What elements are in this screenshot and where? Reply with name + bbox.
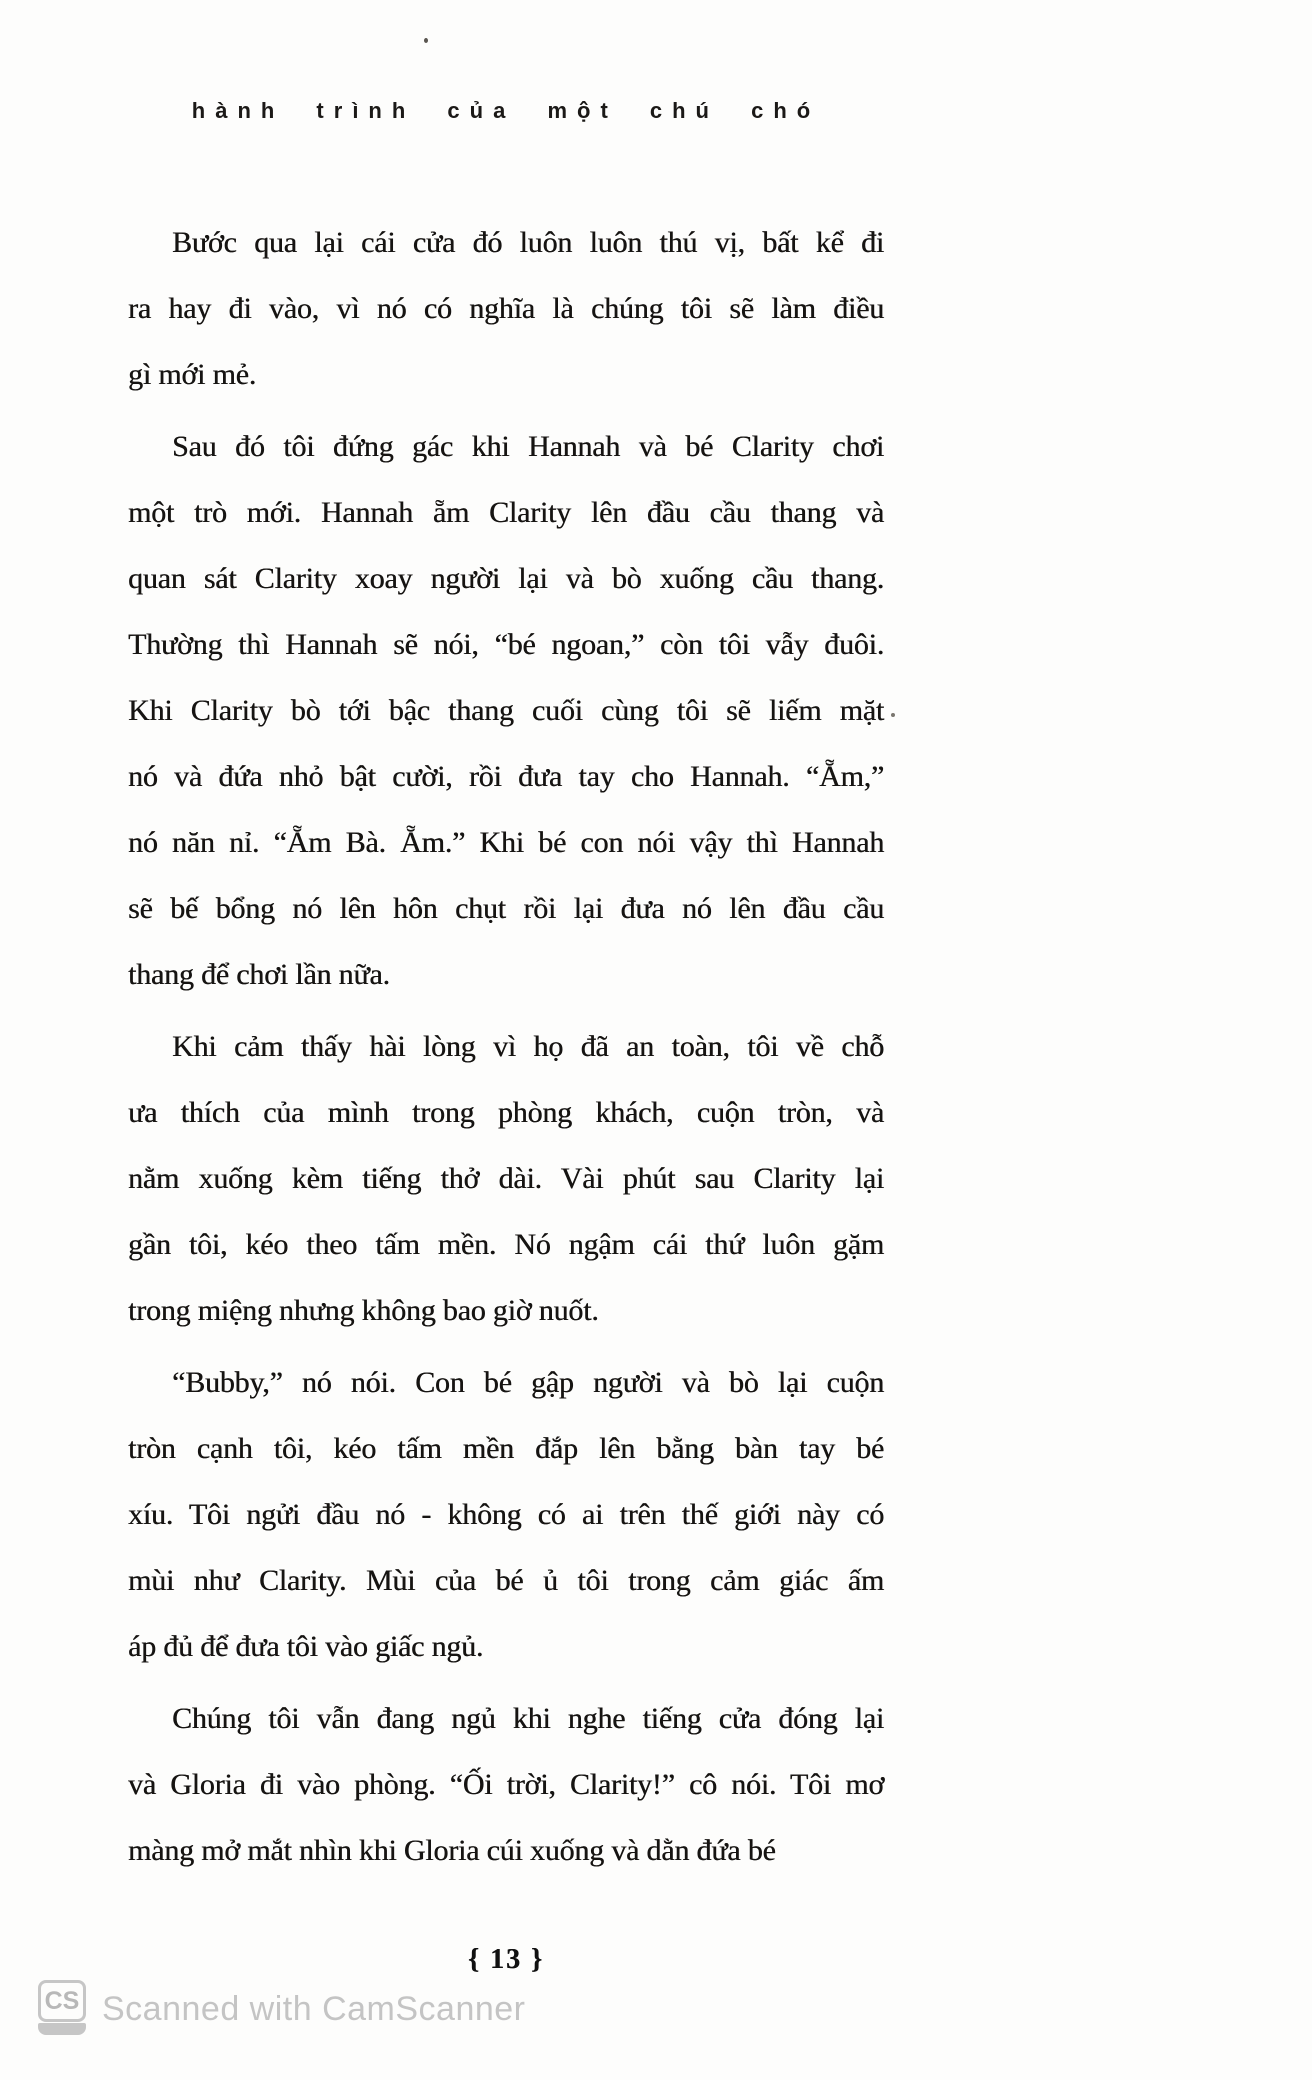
page-number: { 13 } (467, 1944, 545, 1975)
body-text (128, 210, 884, 1890)
text-line: áp đủ để đưa tôi vào giấc ngủ. (128, 1630, 484, 1663)
text-line: một trò mới. Hannah ẵm Clarity lên đầu cầu thang và (128, 496, 884, 529)
paragraph (128, 210, 884, 408)
text-line: quan sát Clarity xoay người lại và bò xuống cầu thang. (128, 562, 884, 595)
paragraph (128, 414, 884, 1008)
text-line: ra hay đi vào, vì nó có nghĩa là chúng tôi sẽ làm điều (128, 292, 884, 325)
text-line: Khi cảm thấy hài lòng vì họ đã an toàn, tôi về chỗ (172, 1030, 884, 1063)
text-line: Khi Clarity bò tới bậc thang cuối cùng tôi sẽ liếm mặt (128, 694, 884, 727)
text-line: nó năn nỉ. “Ẵm Bà. Ẵm.” Khi bé con nói vậy thì Hannah (128, 826, 884, 859)
text-line: sẽ bế bổng nó lên hôn chụt rồi lại đưa nó lên đầu cầu (128, 892, 884, 925)
text-line: mùi như Clarity. Mùi của bé ủ tôi trong cảm giác ấm (128, 1564, 884, 1597)
text-line: tròn cạnh tôi, kéo tấm mền đắp lên bằng bàn tay bé (128, 1432, 884, 1465)
text-line: Chúng tôi vẫn đang ngủ khi nghe tiếng cửa đóng lại (172, 1702, 884, 1735)
text-line: trong miệng nhưng không bao giờ nuốt. (128, 1294, 599, 1327)
watermark-text: Scanned with CamScanner (102, 1990, 526, 2028)
text-line: xíu. Tôi ngửi đầu nó - không có ai trên thế giới này có (128, 1498, 884, 1531)
text-line: Bước qua lại cái cửa đó luôn luôn thú vị, bất kể đi (172, 226, 884, 259)
camscanner-logo-icon (38, 1980, 86, 2035)
text-line: và Gloria đi vào phòng. “Ối trời, Clarity!” cô nói. Tôi mơ (128, 1768, 884, 1801)
text-line: nằm xuống kèm tiếng thở dài. Vài phút sau Clarity lại (128, 1162, 884, 1195)
paragraph (128, 1014, 884, 1344)
text-line: Sau đó tôi đứng gác khi Hannah và bé Clarity chơi (172, 430, 884, 463)
text-line: Thường thì Hannah sẽ nói, “bé ngoan,” còn tôi vẫy đuôi. (128, 628, 884, 661)
paragraph (128, 1686, 884, 1884)
text-line: “Bubby,” nó nói. Con bé gập người và bò lại cuộn (172, 1366, 884, 1399)
text-line: nó và đứa nhỏ bật cười, rồi đưa tay cho Hannah. “Ẵm,” (128, 760, 884, 793)
text-line: gần tôi, kéo theo tấm mền. Nó ngậm cái thứ luôn gặm (128, 1228, 884, 1261)
paragraph (128, 1350, 884, 1680)
camscanner-watermark (38, 1980, 526, 2038)
scan-artifact-dot (424, 38, 428, 43)
text-line: ưa thích của mình trong phòng khách, cuộn tròn, và (128, 1096, 884, 1129)
scan-artifact-dot (891, 713, 895, 717)
text-line: thang để chơi lần nữa. (128, 958, 390, 991)
running-header: hành trình của một chú chó (191, 98, 821, 123)
camscanner-logo-bar (38, 2023, 86, 2035)
text-line: màng mở mắt nhìn khi Gloria cúi xuống và dằn đứa bé (128, 1834, 776, 1867)
text-line: gì mới mẻ. (128, 358, 257, 391)
camscanner-logo-letters: CS (38, 1980, 86, 2022)
